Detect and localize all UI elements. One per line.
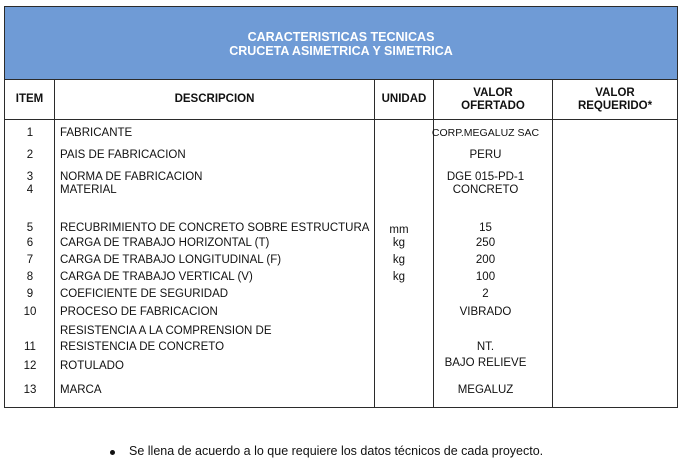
row-item: 8 [26,271,34,283]
row-item: 10 [23,306,37,318]
row-value: VIBRADO [459,306,512,318]
footnote: Se llena de acuerdo a lo que requiere los datos técnicos de cada proyecto. [129,444,544,458]
row-unit: mm [389,224,409,236]
row-item: 6 [26,237,34,249]
row-desc: CARGA DE TRABAJO HORIZONTAL (T) [60,237,270,249]
row-desc: RECUBRIMIENTO DE CONCRETO SOBRE ESTRUCTURA [60,222,370,234]
header-descripcion: DESCRIPCION [55,80,375,120]
row-value: CORP.MEGALUZ SAC [431,127,540,139]
row-value: 200 [475,254,496,266]
row-value: 250 [475,237,496,249]
row-desc: CARGA DE TRABAJO LONGITUDINAL (F) [60,254,282,266]
row-desc: NORMA DE FABRICACION [60,171,203,183]
row-value: MEGALUZ [457,384,514,396]
row-unit: kg [392,237,406,249]
row-item: 7 [26,254,34,266]
row-desc: MARCA [60,384,102,396]
table-subtitle: CRUCETA ASIMETRICA Y SIMETRICA [229,44,453,58]
row-item: 2 [26,149,34,161]
row-value: CONCRETO [452,184,519,196]
row-desc: MATERIAL [60,184,117,196]
row-item: 1 [26,127,34,139]
row-value: PERU [469,149,502,161]
table-title-banner [5,7,677,80]
row-desc: RESISTENCIA DE CONCRETO [60,341,225,353]
row-desc-line1: RESISTENCIA A LA COMPRENSION DE [60,325,272,337]
row-desc: ROTULADO [60,360,124,372]
header-valor-ofertado [434,80,553,120]
row-item: 13 [23,384,37,396]
row-value: 15 [479,222,492,234]
header-unidad: UNIDAD [375,80,434,120]
row-item: 9 [26,288,34,300]
row-unit: kg [392,271,406,283]
header-valor-requerido-line2: REQUERIDO* [577,99,653,112]
row-item: 5 [26,222,34,234]
row-desc: PROCESO DE FABRICACION [60,306,218,318]
row-desc: FABRICANTE [60,127,133,139]
row-value: 2 [482,288,489,300]
header-valor-requerido [553,80,677,120]
bullet-icon [110,450,115,455]
row-value: NT. [476,341,495,353]
row-value: BAJO RELIEVE [444,357,527,369]
row-item: 4 [26,184,34,196]
header-valor-ofertado-line1: VALOR [473,86,513,99]
row-item: 3 [26,171,34,183]
row-desc: COEFICIENTE DE SEGURIDAD [60,288,229,300]
row-item: 11 [24,341,36,353]
row-desc: PAIS DE FABRICACION [60,149,186,161]
row-value: DGE 015-PD-1 [446,171,525,183]
header-valor-requerido-line1: VALOR [595,86,635,99]
table-title: CARACTERISTICAS TECNICAS [247,30,435,44]
row-item: 12 [23,360,37,372]
row-unit: kg [392,254,406,266]
header-valor-ofertado-line2: OFERTADO [461,99,525,112]
row-value: 100 [475,271,496,283]
header-item: ITEM [5,80,55,120]
row-desc: CARGA DE TRABAJO VERTICAL (V) [60,271,253,283]
